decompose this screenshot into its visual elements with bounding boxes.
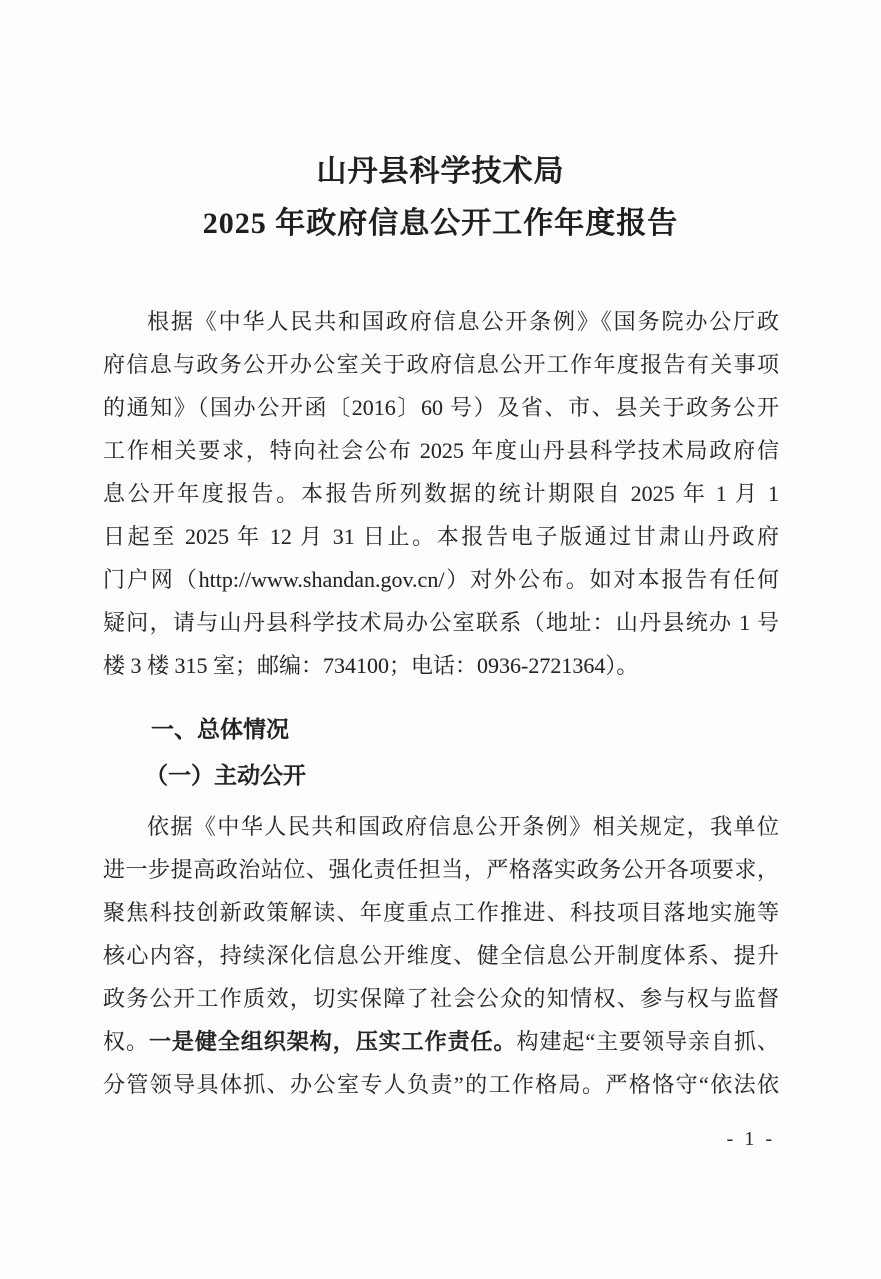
text-line	[103, 934, 779, 977]
section-heading: 一、总体情况	[151, 716, 289, 742]
text-line	[103, 1020, 779, 1063]
body-text: 进一步提高政治站位、强化责任担当，严格落实政务公开各项要求，	[103, 857, 779, 882]
document-body	[103, 300, 779, 1106]
text-line	[103, 300, 779, 343]
text-line	[103, 805, 779, 848]
emphasized-text: 一是健全组织架构，压实工作责任。	[148, 1029, 517, 1054]
text-line	[103, 601, 779, 644]
text-line	[103, 644, 779, 687]
body-text: 依据《中华人民共和国政府信息公开条例》相关规定，我单位	[147, 814, 779, 839]
document-title-line-2: 2025 年政府信息公开工作年度报告	[202, 207, 679, 240]
body-text: 聚焦科技创新政策解读、年度重点工作推进、科技项目落地实施等	[103, 900, 779, 925]
body-text: 门户网（http://www.shandan.gov.cn/）对外公布。如对本报告有任何	[103, 567, 779, 592]
document-title-line-1: 山丹县科学技术局	[316, 155, 565, 188]
body-text: 府信息与政务公开办公室关于政府信息公开工作年度报告有关事项	[103, 352, 779, 377]
text-line	[103, 977, 779, 1020]
body-text: 的通知》（国办公开函〔2016〕60 号）及省、市、县关于政务公开	[103, 395, 779, 420]
text-line	[103, 343, 779, 386]
body-text: 权。	[103, 1029, 149, 1054]
text-line	[103, 848, 779, 891]
body-text: 分管领导具体抓、办公室专人负责”的工作格局。严格恪守“依法依	[103, 1072, 779, 1097]
document-title	[0, 0, 881, 250]
text-line	[103, 386, 779, 429]
text-line	[103, 1063, 779, 1106]
text-line	[103, 472, 779, 515]
text-line	[103, 429, 779, 472]
body-text: 根据《中华人民共和国政府信息公开条例》《国务院办公厅政	[147, 309, 779, 334]
body-text: 核心内容，持续深化信息公开维度、健全信息公开制度体系、提升	[103, 943, 779, 968]
body-text: 楼 3 楼 315 室；邮编：734100；电话：0936-2721364）。	[103, 653, 639, 678]
body-text: 构建起“主要领导亲自抓、	[516, 1029, 779, 1054]
body-text: 日起至 2025 年 12 月 31 日止。本报告电子版通过甘肃山丹政府	[103, 524, 779, 549]
text-line	[103, 515, 779, 558]
body-text: 息公开年度报告。本报告所列数据的统计期限自 2025 年 1 月 1	[103, 481, 779, 506]
text-line	[103, 558, 779, 601]
body-text: 工作相关要求，特向社会公布 2025 年度山丹县科学技术局政府信	[103, 438, 779, 463]
page-number: - 1 -	[726, 1128, 775, 1150]
text-line	[103, 891, 779, 934]
body-text: 政务公开工作质效，切实保障了社会公众的知情权、参与权与监督	[103, 986, 779, 1011]
subsection-heading: （一）主动公开	[145, 763, 306, 788]
body-text: 疑问，请与山丹县科学技术局办公室联系（地址：山丹县统办 1 号	[103, 610, 779, 635]
